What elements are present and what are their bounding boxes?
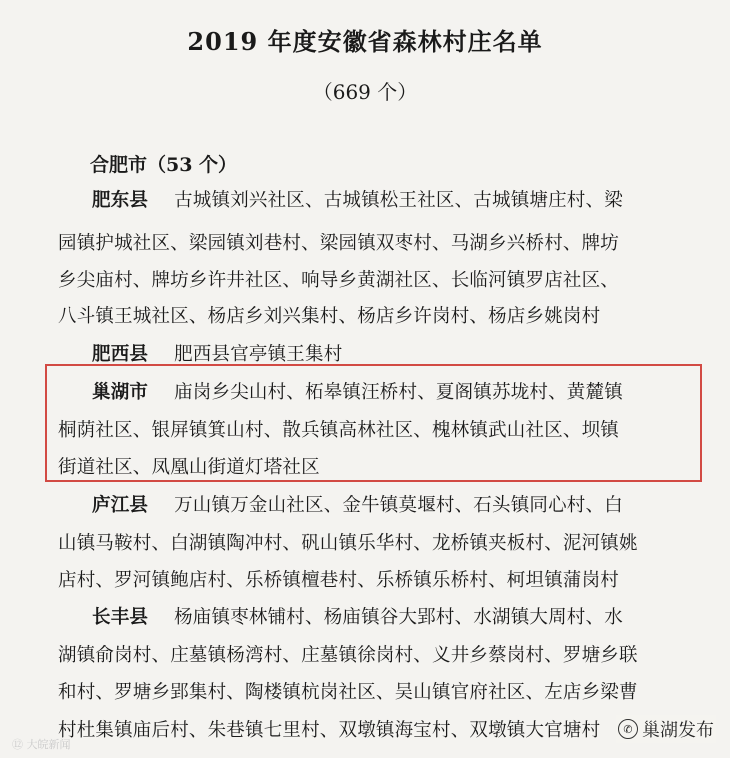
village-text: 肥西县官亭镇王集村: [174, 344, 343, 365]
village-text: 桐荫社区、银屏镇箕山村、散兵镇高林社区、槐林镇武山社区、坝镇: [58, 420, 620, 441]
list-line: [92, 186, 698, 212]
list-line: [58, 678, 698, 704]
village-text: 湖镇俞岗村、庄墓镇杨湾村、庄墓镇徐岗村、义井乡蔡岗村、罗塘乡联: [58, 645, 638, 666]
county-name: 庐江县: [92, 495, 149, 516]
document-subtitle: （669 个）: [312, 80, 418, 104]
document-title: 2019 年度安徽省森林村庄名单: [187, 27, 543, 56]
village-text: 店村、罗河镇鲍店村、乐桥镇檀巷村、乐桥镇乐桥村、柯坦镇蒲岗村: [58, 570, 620, 591]
village-text: 杨庙镇枣林铺村、杨庙镇谷大郢村、水湖镇大周村、水: [174, 607, 623, 628]
village-text: 山镇马鞍村、白湖镇陶冲村、矾山镇乐华村、龙桥镇夹板村、泥河镇姚: [58, 533, 638, 554]
village-text: 八斗镇王城社区、杨店乡刘兴集村、杨店乡许岗村、杨店乡姚岗村: [58, 306, 601, 327]
village-text: 和村、罗塘乡郢集村、陶楼镇杭岗社区、吴山镇官府社区、左店乡梁曹: [58, 682, 638, 703]
list-line: [58, 641, 698, 667]
list-line: [58, 266, 698, 292]
county-name: 巢湖市: [92, 382, 149, 403]
county-name: 长丰县: [92, 607, 149, 628]
list-line: [58, 716, 698, 742]
village-text: 村杜集镇庙后村、朱巷镇七里村、双墩镇海宝村、双墩镇大官塘村: [58, 720, 601, 741]
watermark-left: ⑫ 大皖新闻: [12, 738, 71, 751]
village-text: 万山镇万金山社区、金牛镇莫堰村、石头镇同心村、白: [174, 495, 623, 516]
village-text: 古城镇刘兴社区、古城镇松王社区、古城镇塘庄村、梁: [174, 190, 623, 211]
highlight-box-chaohu: [45, 364, 702, 482]
county-name: 肥东县: [92, 190, 149, 211]
list-line: [58, 566, 698, 592]
watermark-right-label: 巢湖发布: [642, 720, 714, 741]
village-text: 园镇护城社区、梁园镇刘巷村、梁园镇双枣村、马湖乡兴桥村、牌坊: [58, 233, 620, 254]
list-line: [58, 529, 698, 555]
village-text: 庙岗乡尖山村、柘皋镇汪桥村、夏阁镇苏垅村、黄麓镇: [174, 382, 623, 403]
village-text: 街道社区、凤凰山街道灯塔社区: [58, 457, 320, 478]
county-name: 肥西县: [92, 344, 149, 365]
list-line: [58, 229, 698, 255]
list-line: [58, 302, 698, 328]
list-line: [92, 340, 698, 366]
list-line: [92, 603, 698, 629]
watermark-right: [616, 715, 716, 743]
list-line: [92, 491, 698, 517]
wechat-icon: ✆: [618, 719, 638, 739]
city-heading: 合肥市（53 个）: [90, 154, 238, 176]
village-text: 乡尖庙村、牌坊乡许井社区、响导乡黄湖社区、长临河镇罗店社区、: [58, 270, 620, 291]
